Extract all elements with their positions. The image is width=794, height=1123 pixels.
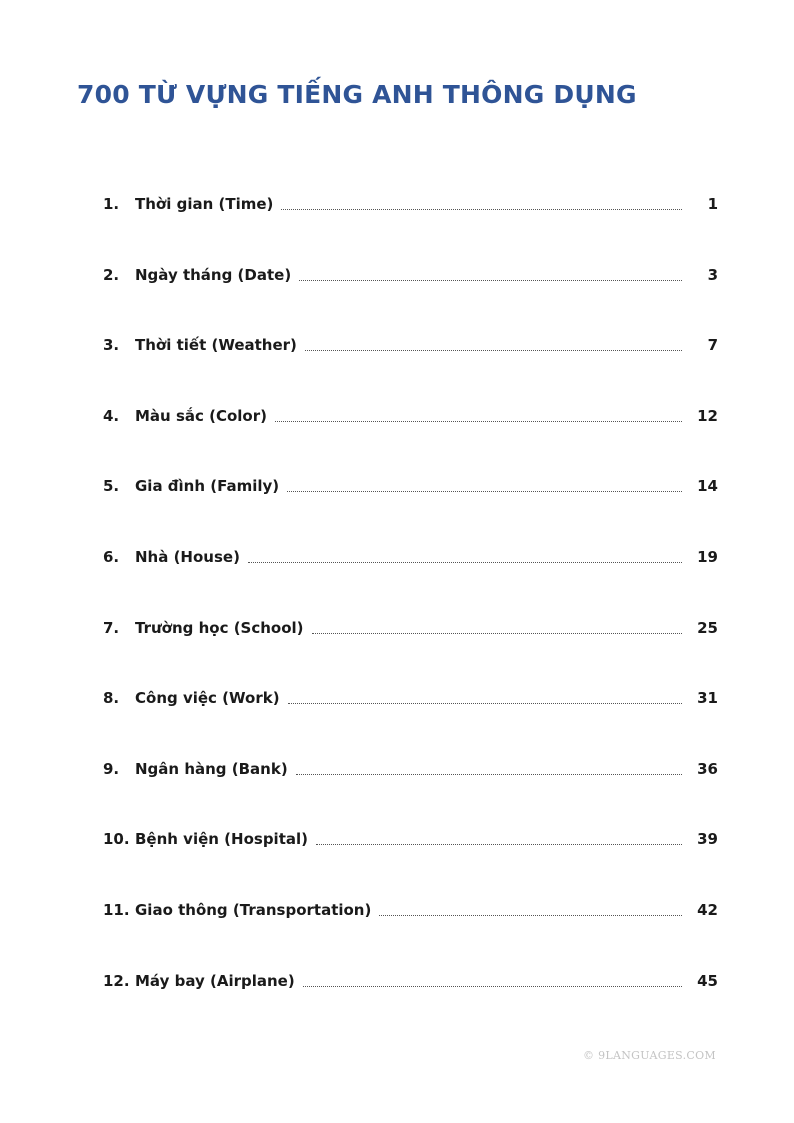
toc-entry-label[interactable]: Trường học (School) xyxy=(135,618,304,637)
toc-entry-label[interactable]: Gia đình (Family) xyxy=(135,477,280,496)
table-of-contents xyxy=(103,188,718,1035)
toc-entry-number: 11. xyxy=(103,900,130,919)
toc-entry-house[interactable] xyxy=(103,541,718,612)
toc-entry-number: 10. xyxy=(103,830,130,849)
toc-entry-number: 1. xyxy=(103,195,120,213)
toc-entry-number: 5. xyxy=(103,477,120,496)
toc-entry-family[interactable] xyxy=(103,470,718,541)
dot-leader xyxy=(299,259,682,291)
dot-leader xyxy=(248,541,682,573)
toc-entry-page: 19 xyxy=(697,547,718,566)
dot-leader xyxy=(281,188,682,220)
toc-entry-hospital[interactable] xyxy=(103,823,718,894)
toc-entry-label[interactable]: Ngân hàng (Bank) xyxy=(135,759,288,778)
toc-entry-page: 31 xyxy=(697,689,718,708)
toc-entry-color[interactable] xyxy=(103,400,718,471)
toc-entry-label[interactable]: Giao thông (Transportation) xyxy=(135,900,372,919)
toc-entry-label[interactable]: Công việc (Work) xyxy=(135,689,280,708)
toc-entry-bank[interactable] xyxy=(103,753,718,824)
toc-entry-label[interactable]: Ngày tháng (Date) xyxy=(135,265,292,284)
dot-leader xyxy=(288,682,682,714)
toc-entry-airplane[interactable] xyxy=(103,965,718,1036)
footer-watermark: © 9LANGUAGES.COM xyxy=(583,1049,716,1062)
toc-entry-page: 7 xyxy=(707,336,718,355)
toc-entry-label[interactable]: Bệnh viện (Hospital) xyxy=(135,830,308,849)
toc-entry-page: 42 xyxy=(697,900,718,919)
toc-entry-label[interactable]: Thời gian (Time) xyxy=(135,195,274,213)
toc-entry-number: 9. xyxy=(103,759,120,778)
dot-leader xyxy=(287,470,682,502)
toc-entry-page: 1 xyxy=(707,195,718,213)
toc-entry-number: 6. xyxy=(103,547,120,566)
toc-entry-transportation[interactable] xyxy=(103,894,718,965)
toc-entry-number: 4. xyxy=(103,406,120,425)
toc-entry-page: 12 xyxy=(697,406,718,425)
toc-entry-weather[interactable] xyxy=(103,329,718,400)
toc-entry-number: 3. xyxy=(103,336,120,355)
toc-entry-page: 14 xyxy=(697,477,718,496)
toc-entry-date[interactable] xyxy=(103,259,718,330)
dot-leader xyxy=(303,965,682,997)
toc-entry-time[interactable] xyxy=(103,188,718,259)
page-title: 700 TỪ VỰNG TIẾNG ANH THÔNG DỤNG xyxy=(77,80,637,109)
toc-entry-label[interactable]: Máy bay (Airplane) xyxy=(135,971,295,990)
toc-entry-page: 25 xyxy=(697,618,718,637)
toc-entry-school[interactable] xyxy=(103,612,718,683)
toc-entry-number: 8. xyxy=(103,689,120,708)
toc-entry-label[interactable]: Nhà (House) xyxy=(135,547,240,566)
toc-entry-label[interactable]: Thời tiết (Weather) xyxy=(135,336,297,355)
dot-leader xyxy=(305,329,682,361)
toc-entry-number: 12. xyxy=(103,971,130,990)
toc-entry-page: 45 xyxy=(697,971,718,990)
toc-entry-label[interactable]: Màu sắc (Color) xyxy=(135,406,267,425)
dot-leader xyxy=(316,823,682,855)
dot-leader xyxy=(312,612,682,644)
dot-leader xyxy=(296,753,682,785)
dot-leader xyxy=(275,400,682,432)
toc-entry-number: 7. xyxy=(103,618,120,637)
toc-entry-page: 39 xyxy=(697,830,718,849)
toc-entry-page: 3 xyxy=(707,265,718,284)
toc-entry-page: 36 xyxy=(697,759,718,778)
toc-entry-number: 2. xyxy=(103,265,120,284)
toc-entry-work[interactable] xyxy=(103,682,718,753)
dot-leader xyxy=(379,894,682,926)
